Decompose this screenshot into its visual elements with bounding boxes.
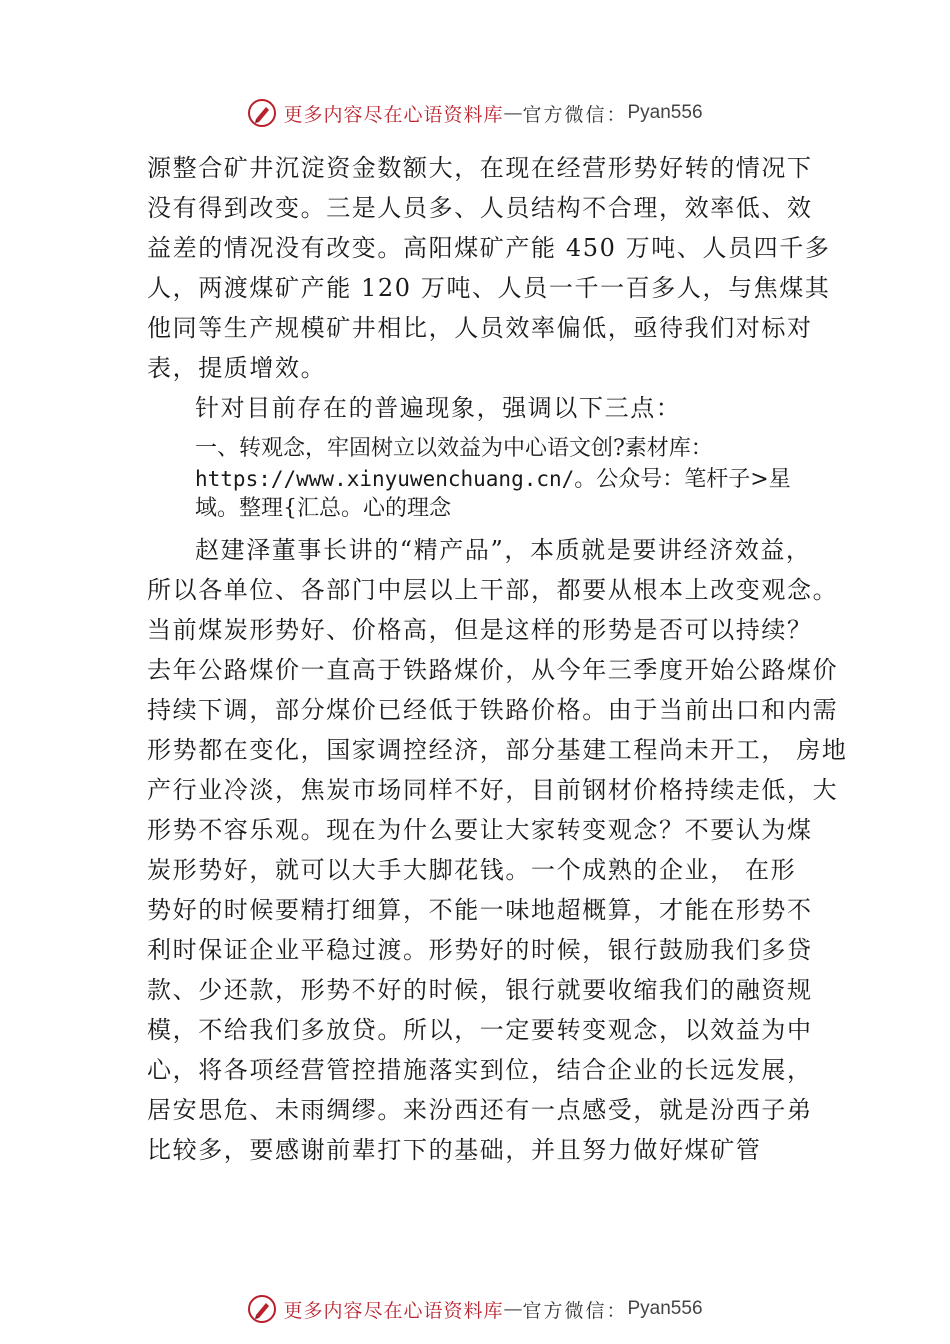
text-line: 居安思危、未雨绸缪。来汾西还有一点感受，就是汾西子弟: [147, 1096, 813, 1124]
header-wechat-id: Pyan556: [627, 102, 703, 123]
footer-banner: [0, 1289, 950, 1329]
text-line: 持续下调，部分煤价已经低于铁路价格。由于当前出口和内需: [147, 696, 839, 724]
text-line: 模，不给我们多放贷。所以，一定要转变观念，以效益为中: [147, 1016, 813, 1044]
header-separator: —: [503, 102, 523, 124]
text-line: 产行业冷淡，焦炭市场同样不好，目前钢材价格持续走低，大: [147, 776, 839, 804]
pen-logo-icon: [247, 1294, 277, 1324]
text-line: 人，两渡煤矿产能 120 万吨、人员一千一百多人，与焦煤其: [147, 274, 831, 302]
text-line: 所以各单位、各部门中层以上干部，都要从根本上改变观念。: [147, 576, 839, 604]
paragraph-1: [147, 148, 831, 388]
heading-url-link[interactable]: https://www.xinyuwenchuang.cn/: [195, 467, 575, 491]
paragraph-3: [147, 530, 848, 1170]
section-heading: [147, 428, 827, 530]
footer-wechat-id: Pyan556: [627, 1298, 703, 1319]
text-line: 势好的时候要精打细算，不能一味地超概算，才能在形势不: [147, 896, 813, 924]
text-line: 形势不容乐观。现在为什么要让大家转变观念？不要认为煤: [147, 816, 813, 844]
heading-line-2: [195, 464, 827, 494]
text-line: 源整合矿井沉淀资金数额大，在现在经营形势好转的情况下: [147, 154, 813, 182]
text-line: 比较多，要感谢前辈打下的基础，并且努力做好煤矿管: [147, 1136, 762, 1164]
pen-logo-icon: [247, 98, 277, 128]
text-line: 益差的情况没有改变。高阳煤矿产能 450 万吨、人员四千多: [147, 234, 831, 262]
text-line: 没有得到改变。三是人员多、人员结构不合理，效率低、效: [147, 194, 813, 222]
footer-wechat-label: 官方微信：: [522, 1299, 628, 1322]
header-promo-text: 更多内容尽在心语资料库: [283, 103, 504, 126]
footer-promo-text: 更多内容尽在心语资料库: [283, 1299, 504, 1322]
paragraph-2: 针对目前存在的普遍现象，强调以下三点：: [195, 394, 682, 422]
text-line: 款、少还款，形势不好的时候，银行就要收缩我们的融资规: [147, 976, 813, 1004]
text-line: 表，提质增效。: [147, 354, 327, 382]
text-line: 利时保证企业平稳过渡。形势好的时候，银行鼓励我们多贷: [147, 936, 813, 964]
header-banner: [0, 93, 950, 133]
text-line: 心，将各项经营管控措施落实到位，结合企业的长远发展，: [147, 1056, 813, 1084]
text-line: 赵建泽董事长讲的“精产品”，本质就是要讲经济效益，: [195, 536, 812, 564]
header-wechat-label: 官方微信：: [522, 103, 628, 126]
text-line: 去年公路煤价一直高于铁路煤价，从今年三季度开始公路煤价: [147, 656, 839, 684]
footer-separator: —: [503, 1298, 523, 1320]
text-line: 形势都在变化，国家调控经济，部分基建工程尚未开工， 房地: [147, 736, 848, 764]
text-line: 当前煤炭形势好、价格高，但是这样的形势是否可以持续？: [147, 616, 813, 644]
heading-line-2-rest: 。公众号：笔杆子>星: [574, 467, 791, 492]
text-line: 炭形势好，就可以大手大脚花钱。一个成熟的企业， 在形: [147, 856, 797, 884]
document-body: [147, 148, 848, 1170]
heading-line-1: 一、转观念，牢固树立以效益为中心语文创?素材库：: [195, 436, 713, 461]
text-line: 他同等生产规模矿井相比，人员效率偏低，亟待我们对标对: [147, 314, 813, 342]
heading-line-3: 域。整理{汇总。心的理念: [195, 496, 451, 521]
